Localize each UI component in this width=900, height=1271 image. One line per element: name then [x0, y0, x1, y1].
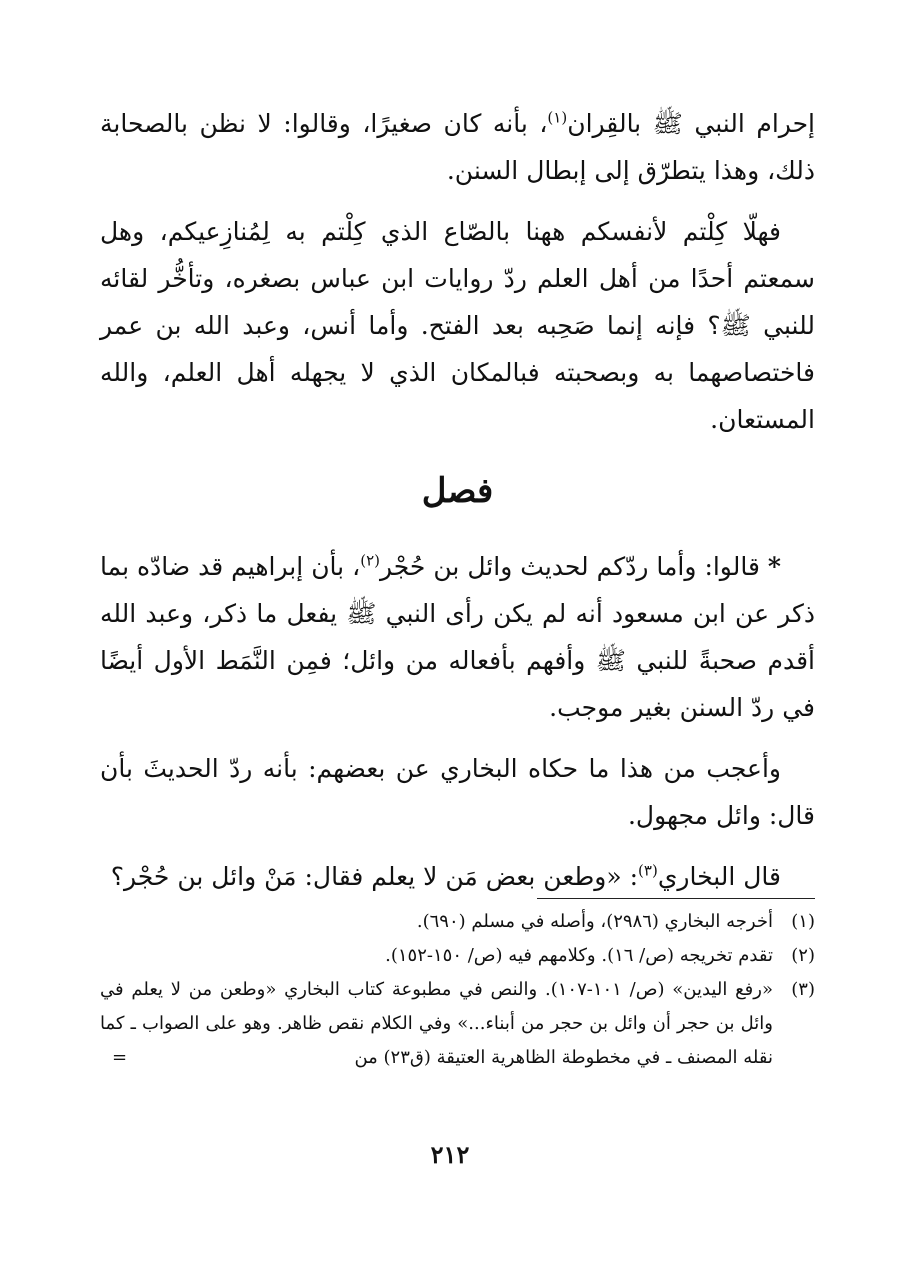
paragraph-3-text-a: قالوا: وأما ردّكم لحديث وائل بن حُجْر	[379, 552, 760, 581]
footnote	[100, 939, 815, 973]
footnote-number: (١)	[791, 911, 815, 932]
footnote-divider	[537, 898, 815, 899]
footnote	[100, 905, 815, 939]
paragraph-2: فهلّا كِلْتم لأنفسكم ههنا بالصّاع الذي كِلْتم به لِمُنازِعيكم، وهل سمعتم أحدًا من أهل العلم ردّ روايات ابن عباس بصغره، وتأخُّر لقائه للنبي ﷺ؟ فإنه إنما صَحِبه بعد الفتح. وأما أنس، وعبد الله بن عمر فاختصاصهما به وبصحبته فبالمكان الذي لا يجهله أهل العلم، والله المستعان.	[100, 217, 815, 434]
continuation-marker: =	[112, 1047, 128, 1068]
footnote-ref-1[interactable]: (١)	[547, 108, 568, 127]
paragraph-1-rest: ، بأنه كان صغيرًا، وقالوا: لا نظن بالصحابة ذلك، وهذا يتطرّق إلى إبطال السنن.	[100, 109, 815, 185]
footnote-text: «رفع اليدين» (ص/ ١٠١-١٠٧). والنص في مطبوعة كتاب البخاري «وطعن من لا يعلم في وائل بن حجر أن وائل بن حجر من أبناء...» وفي الكلام نقص ظاهر. وهو على الصواب ـ كما نقله المصنف ـ في مخطوطة الظاهرية العتيقة (ق٢٣) من	[100, 979, 773, 1068]
paragraph-1-text: إحرام النبي ﷺ بالقِران	[567, 109, 815, 138]
footnote	[100, 973, 815, 1075]
paragraph-3-text-b: ، بأن إبراهيم قد ضادّه بما ذكر عن ابن مسعود أنه لم يكن رأى النبي ﷺ يفعل ما ذكر، وعبد الله أقدم صحبةً للنبي ﷺ وأفهم بأفعاله من وائل؛ فمِن النَّمَط الأول أيضًا في ردّ السنن بغير موجب.	[100, 552, 815, 722]
paragraph-5	[100, 853, 815, 900]
footnote-text-wrap	[100, 973, 773, 1075]
paragraph-5-text-a: قال البخاري	[657, 862, 781, 891]
footnote-number: (٢)	[791, 945, 815, 966]
star-marker: *	[767, 552, 781, 581]
paragraph-5-text-b: : «وطعن بعض مَن لا يعلم فقال: مَنْ وائل بن حُجْر؟	[110, 862, 639, 891]
section-title: فصل	[421, 471, 494, 511]
paragraph-1	[100, 100, 815, 194]
footnote-text: تقدم تخريجه (ص/ ١٦). وكلامهم فيه (ص/ ١٥٠-١٥٢).	[385, 945, 773, 966]
footnote-number: (٣)	[791, 979, 815, 1000]
footnote-ref-3[interactable]: (٣)	[638, 861, 658, 880]
paragraph-3	[100, 543, 815, 731]
page-number: ٢١٢	[430, 1140, 470, 1169]
paragraph-4: وأعجب من هذا ما حكاه البخاري عن بعضهم: بأنه ردّ الحديثَ بأن قال: وائل مجهول.	[100, 754, 815, 830]
main-text	[100, 100, 815, 900]
footnotes	[100, 905, 815, 1075]
footnote-text: أخرجه البخاري (٢٩٨٦)، وأصله في مسلم (٦٩٠).	[416, 911, 773, 932]
footnote-ref-2[interactable]: (٢)	[360, 551, 380, 570]
